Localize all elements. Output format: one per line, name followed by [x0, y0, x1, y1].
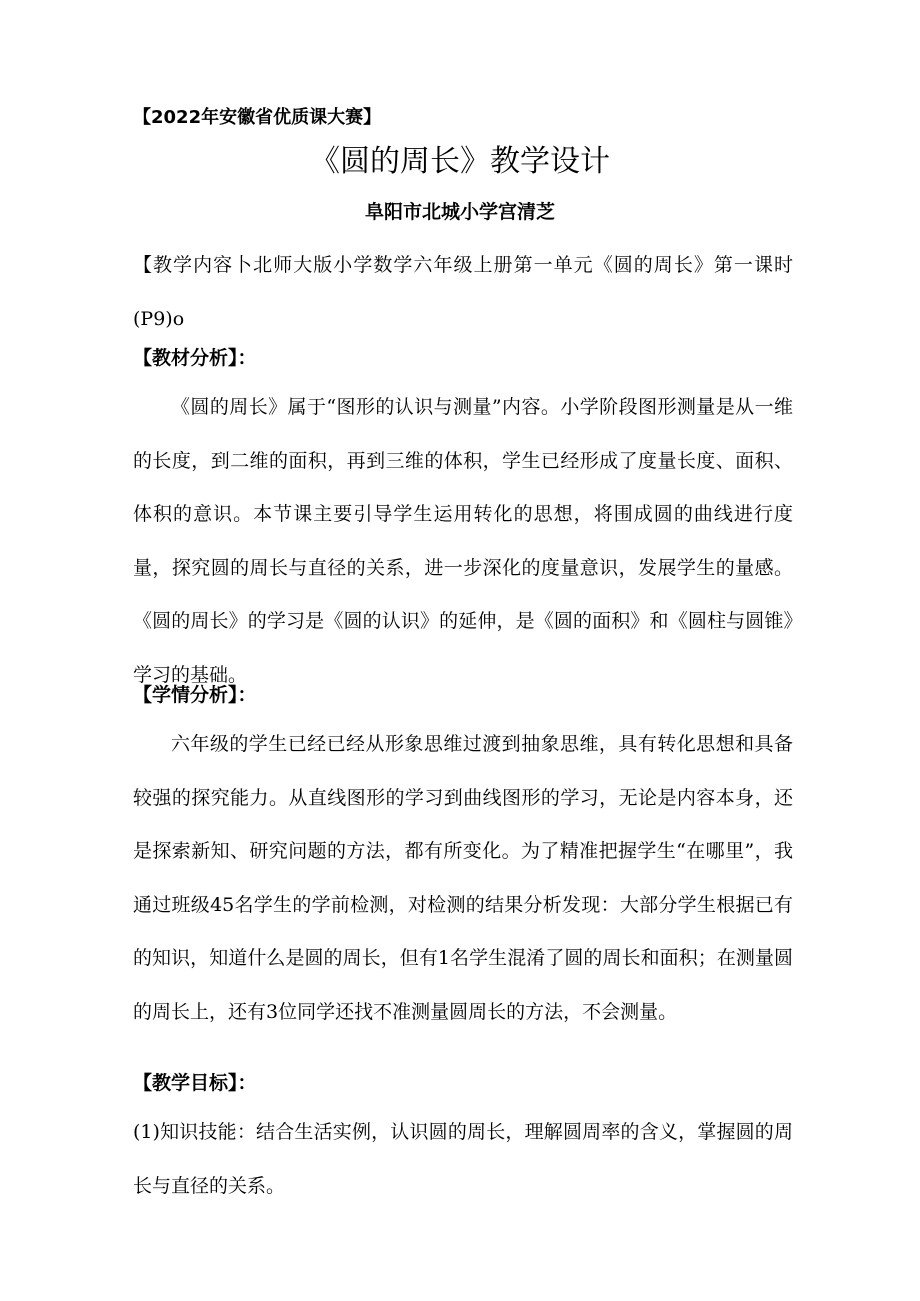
competition-tag: 【2022年安徽省优质课大赛】	[133, 107, 382, 128]
section-heading-teaching-goals: 【教学目标】：	[133, 1072, 257, 1094]
section-heading-material-analysis: 【教材分析】：	[133, 347, 257, 369]
author-line: 阜阳市北城小学宫清芝	[364, 201, 555, 223]
section-heading-student-analysis: 【学情分析】：	[133, 684, 257, 706]
teaching-content-line: 【教学内容卜北师大版小学数学六年级上册第一单元《圆的周长》第一课时(P9)o	[133, 254, 793, 330]
student-analysis-paragraph: 六年级的学生已经已经从形象思维过渡到抽象思维，具有转化思想和具备较强的探究能力。从直线图形的学习到曲线图形的学习，无论是内容本身，还是探索新知、研究问题的方法，都有所变化。为了精准把握学生“在哪里”，我通过班级45名学生的学前检测，对检测的结果分析发现：大部分学生根据已有的知识，知道什么是圆的周长，但有1名学生混淆了圆的周长和面积；在测量圆的周长上，还有3位同学还找不准测量圆周长的方法，不会测量。	[133, 733, 793, 1023]
material-analysis-paragraph: 《圆的周长》属于“图形的认识与测量”内容。小学阶段图形测量是从一维的长度，到二维的面积，再到三维的体积，学生已经形成了度量长度、面积、体积的意识。本节课主要引导学生运用转化的思想，将围成圆的曲线进行度量，探究圆的周长与直径的关系，进一步深化的度量意识，发展学生的量感。《圆的周长》的学习是《圆的认识》的延伸，是《圆的面积》和《圆柱与圆锥》学习的基础。	[133, 396, 793, 686]
document-title: 《圆的周长》教学设计	[310, 144, 610, 179]
teaching-goal-item: (1)知识技能：结合生活实例，认识圆的周长，理解圆周率的含义，掌握圆的周长与直径的关系。	[133, 1121, 793, 1197]
